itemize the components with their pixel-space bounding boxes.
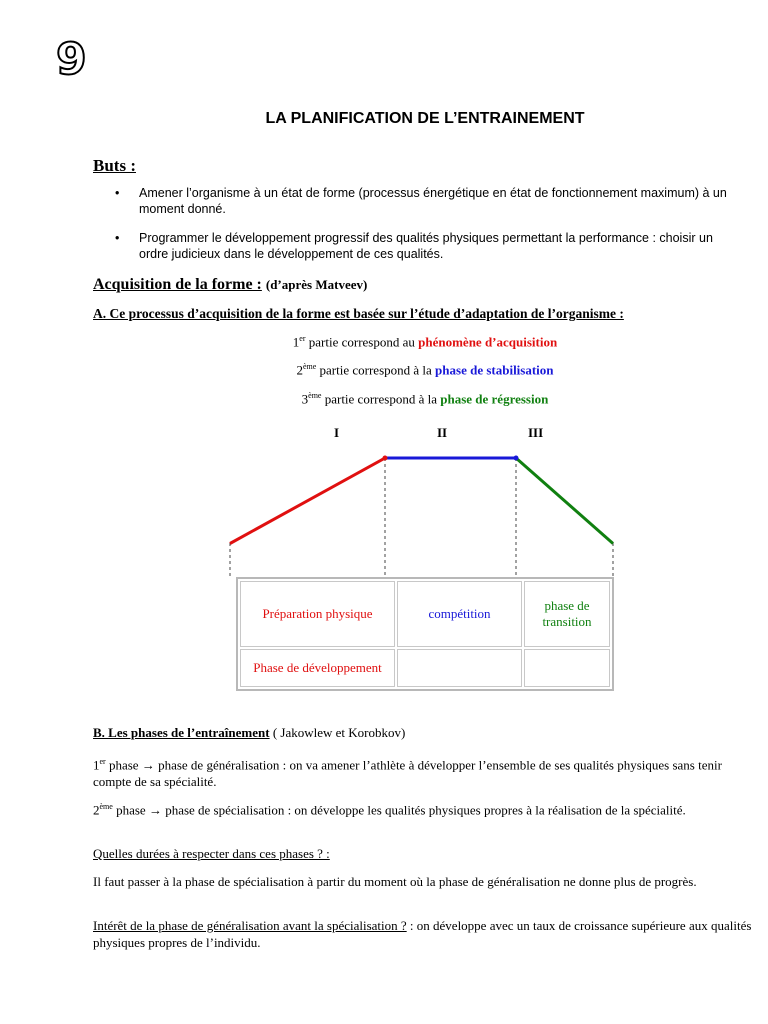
phase-label: phase [112,802,149,818]
answer-paragraph: Il faut passer à la phase de spécialisation à partir du moment où la phase de généralisation ne donne plus de progrès. [93,874,697,889]
ordinal-suffix: ème [302,362,317,371]
section-b-heading [93,724,753,741]
acquisition-heading [93,276,367,294]
ordinal: 2 [93,802,100,818]
roman-label-3: III [528,425,544,440]
page-number: 9 [56,34,87,85]
phase-1-paragraph [93,753,753,790]
acquisition-source: (d’après Matveev) [265,277,368,292]
phase-series-1 [230,458,385,544]
phase-line-3 [0,391,768,407]
phases-table [236,577,614,691]
acquisition-title: Acquisition de la forme : [93,276,262,293]
section-b-source: ( Jakowlew et Korobkov) [269,725,406,740]
phase-line-1 [0,334,768,350]
buts-list [115,185,745,275]
ordinal-suffix: ème [99,802,113,811]
roman-label-1: I [334,425,340,440]
ordinal: 1 [93,757,100,773]
phase-name-acquisition: phénomène d’acquisition [418,334,558,350]
phase-text: partie correspond à la [316,362,436,378]
phase-line-2 [0,362,768,378]
phase-text: phase de spécialisation : on développe les qualités physiques propres à la réalisation de la spécialité. [161,802,686,818]
arrow-icon: → [141,757,155,773]
section-a-heading: A. Ce processus d’acquisition de la forme est basée sur l’étude d’adaptation de l’organisme : [93,306,624,321]
table-cell: compétition [397,581,522,647]
interet-text: : on développe avec un taux de croissance supérieure aux qualités physiques propres de l’individu. [93,918,752,950]
phase-series-3 [516,458,613,544]
ordinal-suffix: ème [308,391,322,400]
interet-paragraph [93,917,753,951]
list-item: • Programmer le développement progressif des qualités physiques permettant la performance : choisir un ordre judicieux dans le développement de ces qualités. [115,230,745,262]
interet-label: Intérêt de la phase de généralisation avant la spécialisation ? [93,918,407,933]
table-cell [397,649,522,687]
ordinal-suffix: er [299,334,306,343]
table-cell: Préparation physique [240,581,395,647]
phase-chart [220,448,620,576]
junction-point [514,456,519,461]
table-row [240,581,610,647]
section-b-title: B. Les phases de l’entraînement [93,725,270,740]
phase-name-stabilisation: phase de stabilisation [435,362,554,378]
phase-text: phase de généralisation : on va amener l’athlète à développer l’ensemble de ses qualités physiques sans tenir compte de sa spécialité. [93,757,722,790]
table-row [240,649,610,687]
table-cell: Phase de développement [240,649,395,687]
page-title: LA PLANIFICATION DE L’ENTRAINEMENT [265,110,585,127]
ordinal-suffix: er [99,757,106,766]
buts-heading: Buts : [93,156,136,175]
phase-text: partie correspond à la [321,391,441,407]
ordinal: 2 [296,362,303,378]
ordinal: 1 [292,334,300,350]
question-line: Quelles durées à respecter dans ces phases ? : [93,846,330,861]
junction-point [383,456,388,461]
roman-label-2: II [437,425,448,440]
phase-2-paragraph [93,798,753,818]
phase-label: phase [105,757,142,773]
phase-text: partie correspond au [305,334,419,350]
ordinal: 3 [301,391,309,407]
table-cell [524,649,610,687]
table-cell: phase de transition [524,581,610,647]
arrow-icon: → [148,802,162,818]
phase-name-regression: phase de régression [440,391,549,407]
list-item: • Amener l’organisme à un état de forme (processus énergétique en état de fonctionnement maximum) à un moment donné. [115,185,745,217]
